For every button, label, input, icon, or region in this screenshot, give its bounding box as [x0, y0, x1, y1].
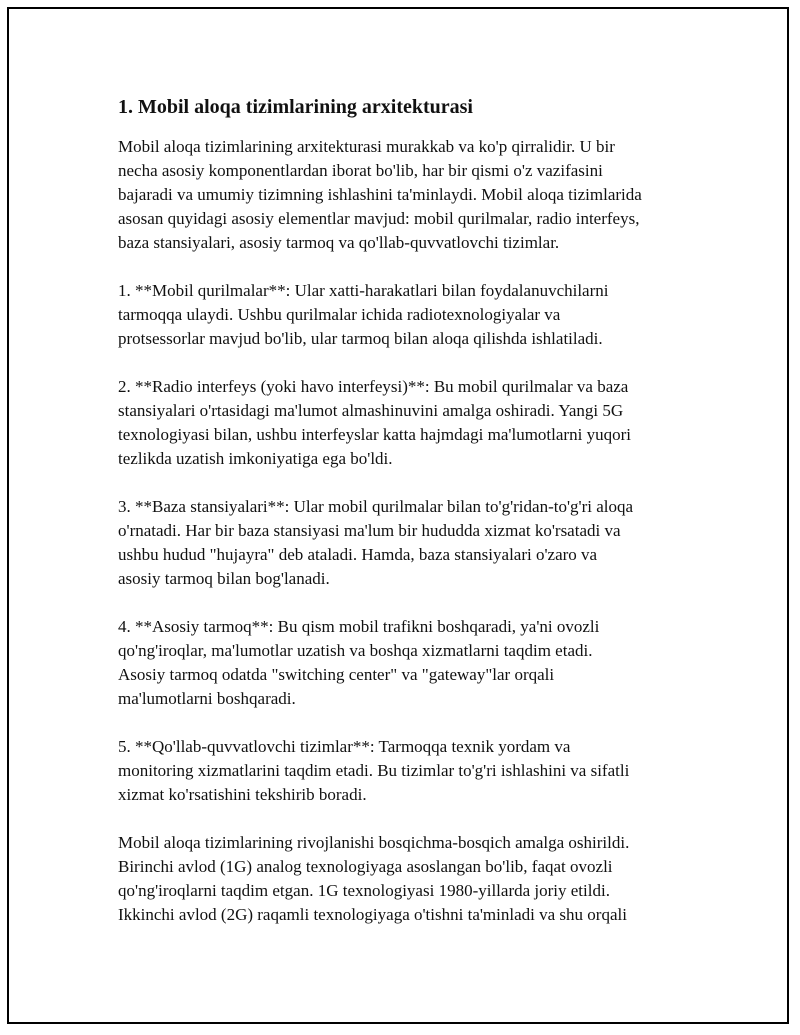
text-line: asosiy tarmoq bilan bog'lanadi. — [118, 569, 330, 588]
paragraph — [118, 831, 698, 927]
text-line: tezlikda uzatish imkoniyatiga ega bo'ldi. — [118, 449, 393, 468]
text-line: protsessorlar mavjud bo'lib, ular tarmoq bilan aloqa qilishda ishlatiladi. — [118, 329, 603, 348]
text-line: ma'lumotlarni boshqaradi. — [118, 689, 296, 708]
text-line: baza stansiyalari, asosiy tarmoq va qo'llab-quvvatlovchi tizimlar. — [118, 233, 560, 252]
text-line: ushbu hudud "hujayra" deb ataladi. Hamda, baza stansiyalari o'zaro va — [118, 545, 598, 564]
text-line: tarmoqqa ulaydi. Ushbu qurilmalar ichida radiotexnologiyalar va — [118, 305, 561, 324]
text-line: Asosiy tarmoq odatda "switching center" va "gateway"lar orqali — [118, 665, 555, 684]
text-line: asosan quyidagi asosiy elementlar mavjud: mobil qurilmalar, radio interfeys, — [118, 209, 640, 228]
paragraph — [118, 495, 698, 591]
text-line: Ikkinchi avlod (2G) raqamli texnologiyaga o'tishni ta'minladi va shu orqali — [118, 905, 627, 924]
text-line: 3. **Baza stansiyalari**: Ular mobil qurilmalar bilan to'g'ridan-to'g'ri aloqa — [118, 497, 634, 516]
text-line: xizmat ko'rsatishini tekshirib boradi. — [118, 785, 367, 804]
text-line: o'rnatadi. Har bir baza stansiyasi ma'lum bir hududda xizmat ko'rsatadi va — [118, 521, 621, 540]
text-line: necha asosiy komponentlardan iborat bo'lib, har bir qismi o'z vazifasini — [118, 161, 603, 180]
text-line: monitoring xizmatlarini taqdim etadi. Bu tizimlar to'g'ri ishlashini va sifatli — [118, 761, 630, 780]
text-line: 5. **Qo'llab-quvvatlovchi tizimlar**: Tarmoqqa texnik yordam va — [118, 737, 571, 756]
section-heading: 1. Mobil aloqa tizimlarining arxitekturasi — [118, 96, 473, 118]
paragraph — [118, 735, 698, 807]
text-line: texnologiyasi bilan, ushbu interfeyslar katta hajmdagi ma'lumotlarni yuqori — [118, 425, 631, 444]
text-line: qo'ng'iroqlar, ma'lumotlar uzatish va boshqa xizmatlarni taqdim etadi. — [118, 641, 593, 660]
paragraph — [118, 135, 698, 255]
paragraph — [118, 375, 698, 471]
paragraph — [118, 615, 698, 711]
document-body — [118, 93, 698, 951]
text-line: Birinchi avlod (1G) analog texnologiyaga asoslangan bo'lib, faqat ovozli — [118, 857, 613, 876]
paragraph — [118, 279, 698, 351]
text-line: bajaradi va umumiy tizimning ishlashini ta'minlaydi. Mobil aloqa tizimlarida — [118, 185, 642, 204]
text-line: 4. **Asosiy tarmoq**: Bu qism mobil trafikni boshqaradi, ya'ni ovozli — [118, 617, 600, 636]
text-line: 2. **Radio interfeys (yoki havo interfeysi)**: Bu mobil qurilmalar va baza — [118, 377, 629, 396]
paragraph-list — [118, 135, 698, 927]
text-line: Mobil aloqa tizimlarining rivojlanishi bosqichma-bosqich amalga oshirildi. — [118, 833, 630, 852]
text-line: stansiyalari o'rtasidagi ma'lumot almashinuvini amalga oshiradi. Yangi 5G — [118, 401, 624, 420]
text-line: Mobil aloqa tizimlarining arxitekturasi murakkab va ko'p qirralidir. U bir — [118, 137, 615, 156]
text-line: 1. **Mobil qurilmalar**: Ular xatti-harakatlari bilan foydalanuvchilarni — [118, 281, 609, 300]
text-line: qo'ng'iroqlarni taqdim etgan. 1G texnologiyasi 1980-yillarda joriy etildi. — [118, 881, 610, 900]
